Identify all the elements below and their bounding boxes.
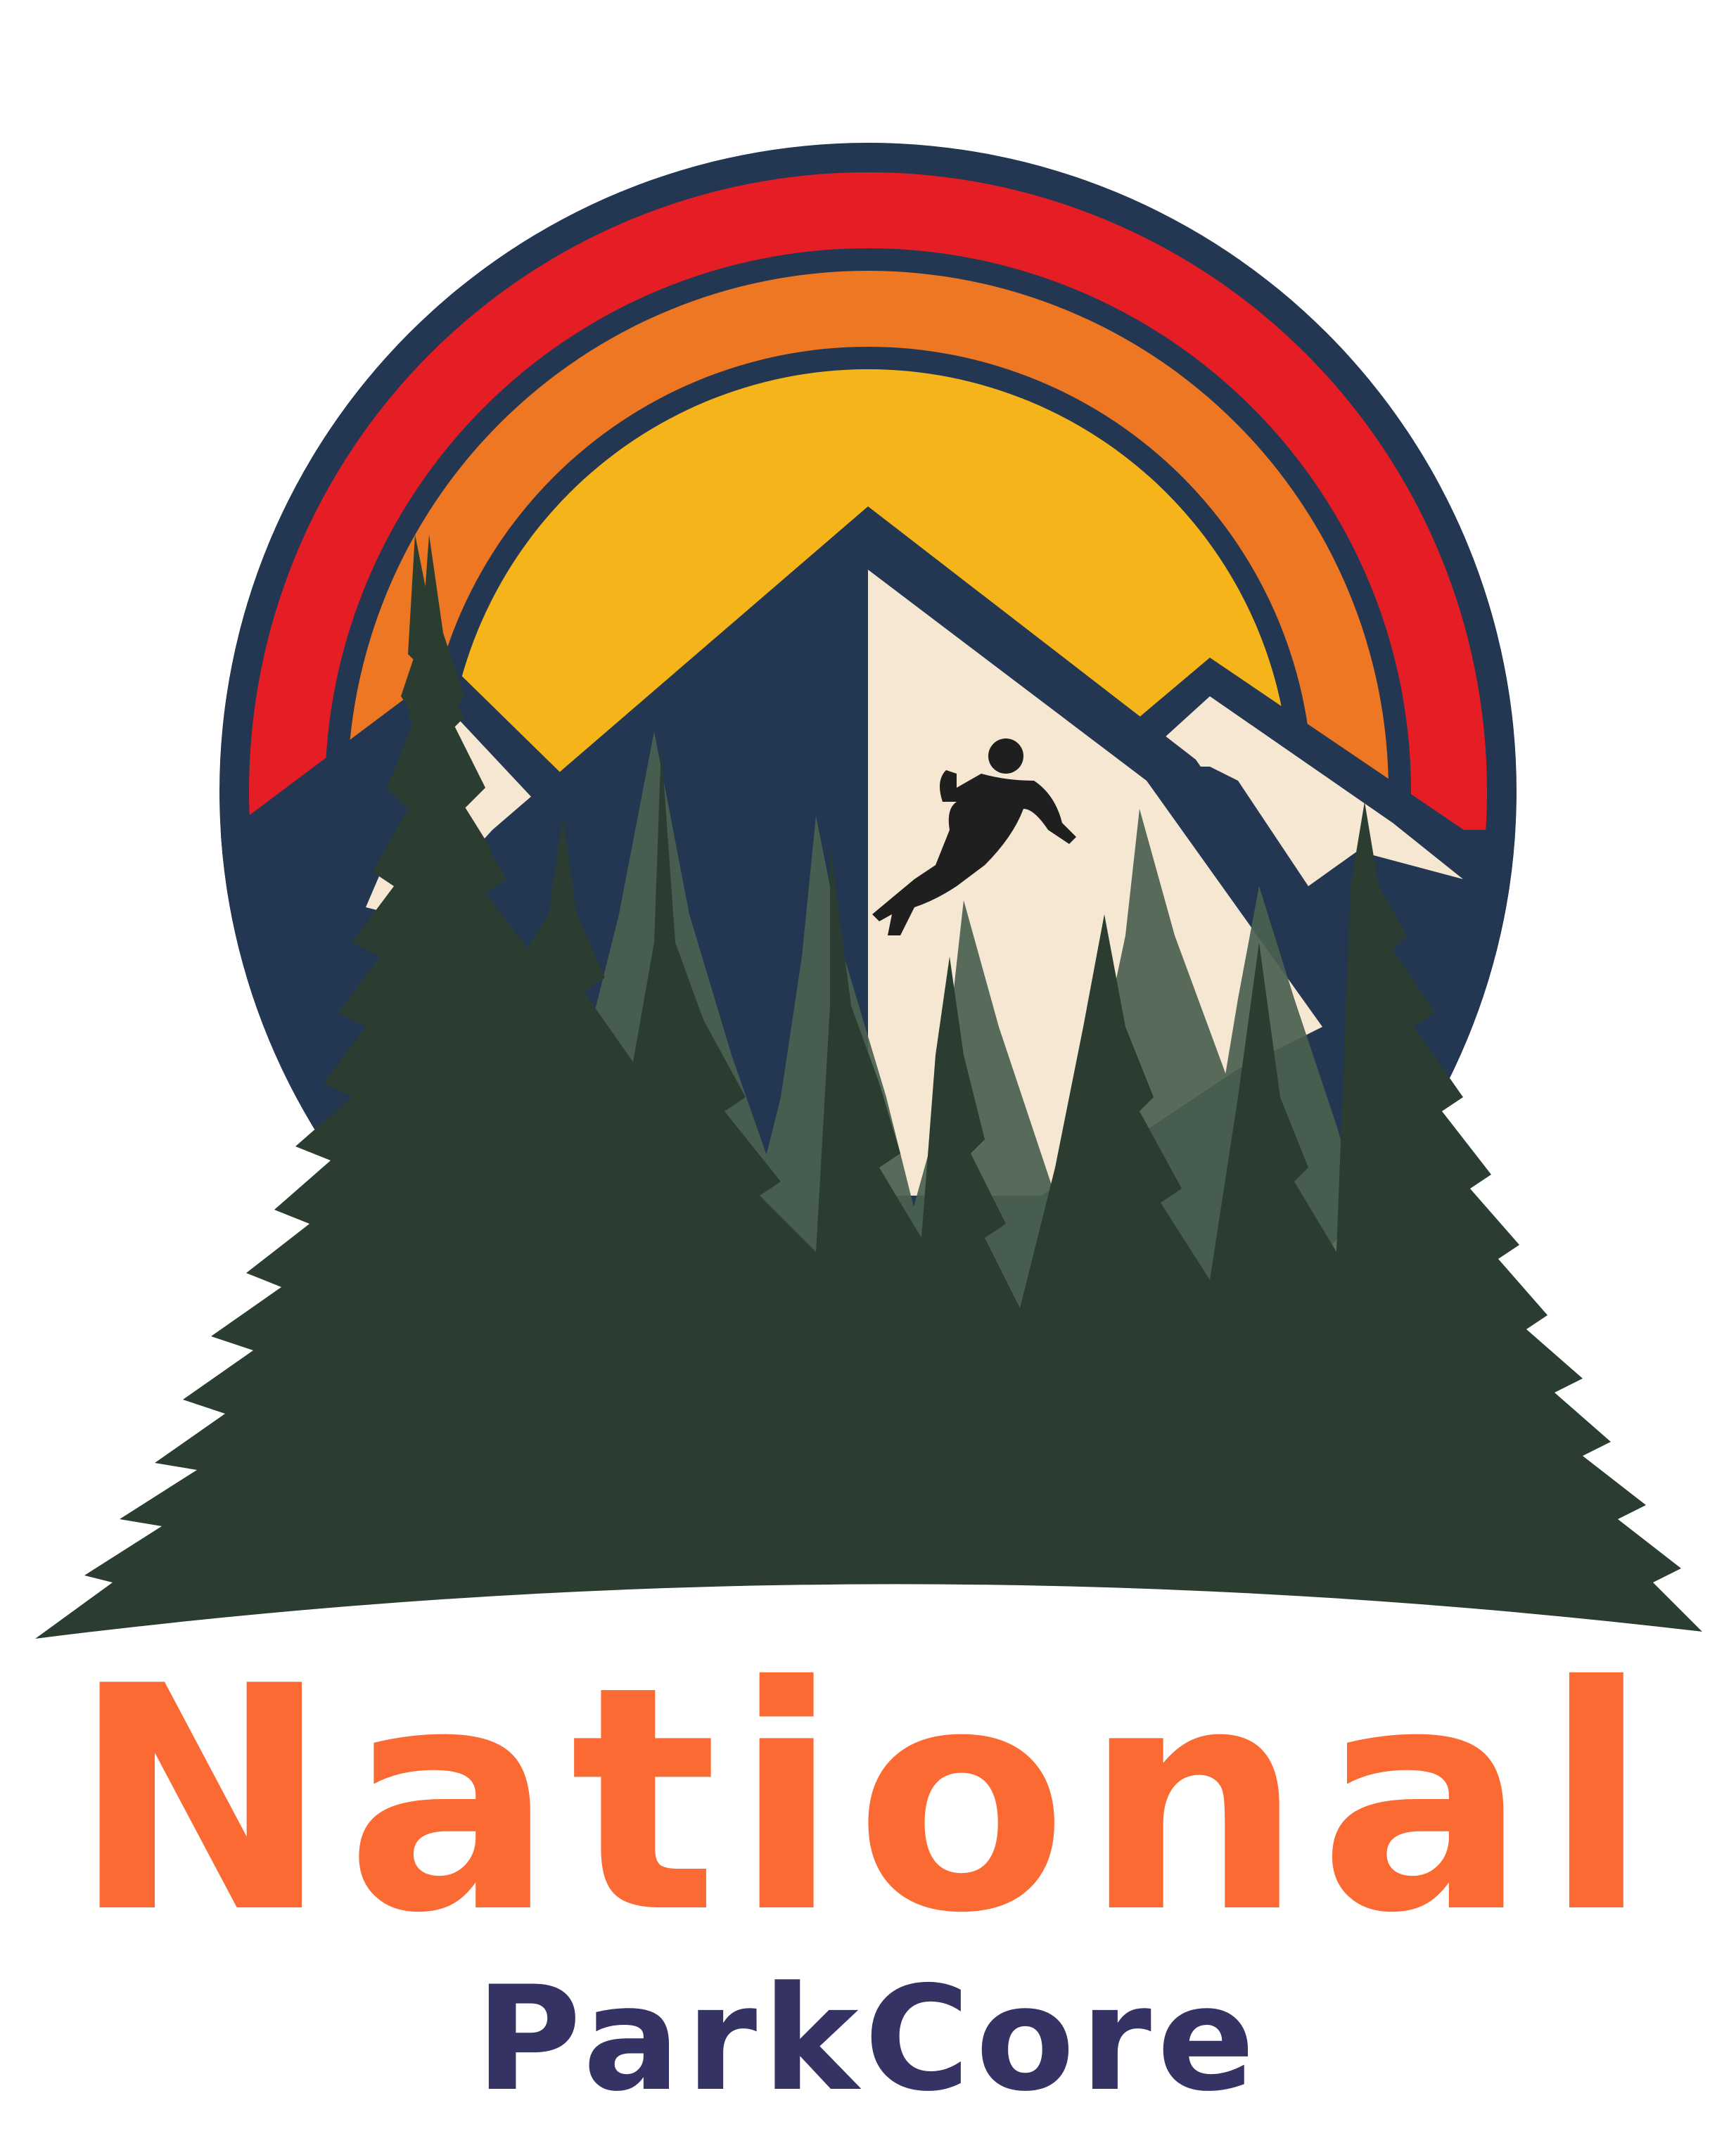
brand-title: National bbox=[71, 1620, 1665, 1981]
brand-subtitle: ParkCore bbox=[476, 1956, 1260, 2123]
